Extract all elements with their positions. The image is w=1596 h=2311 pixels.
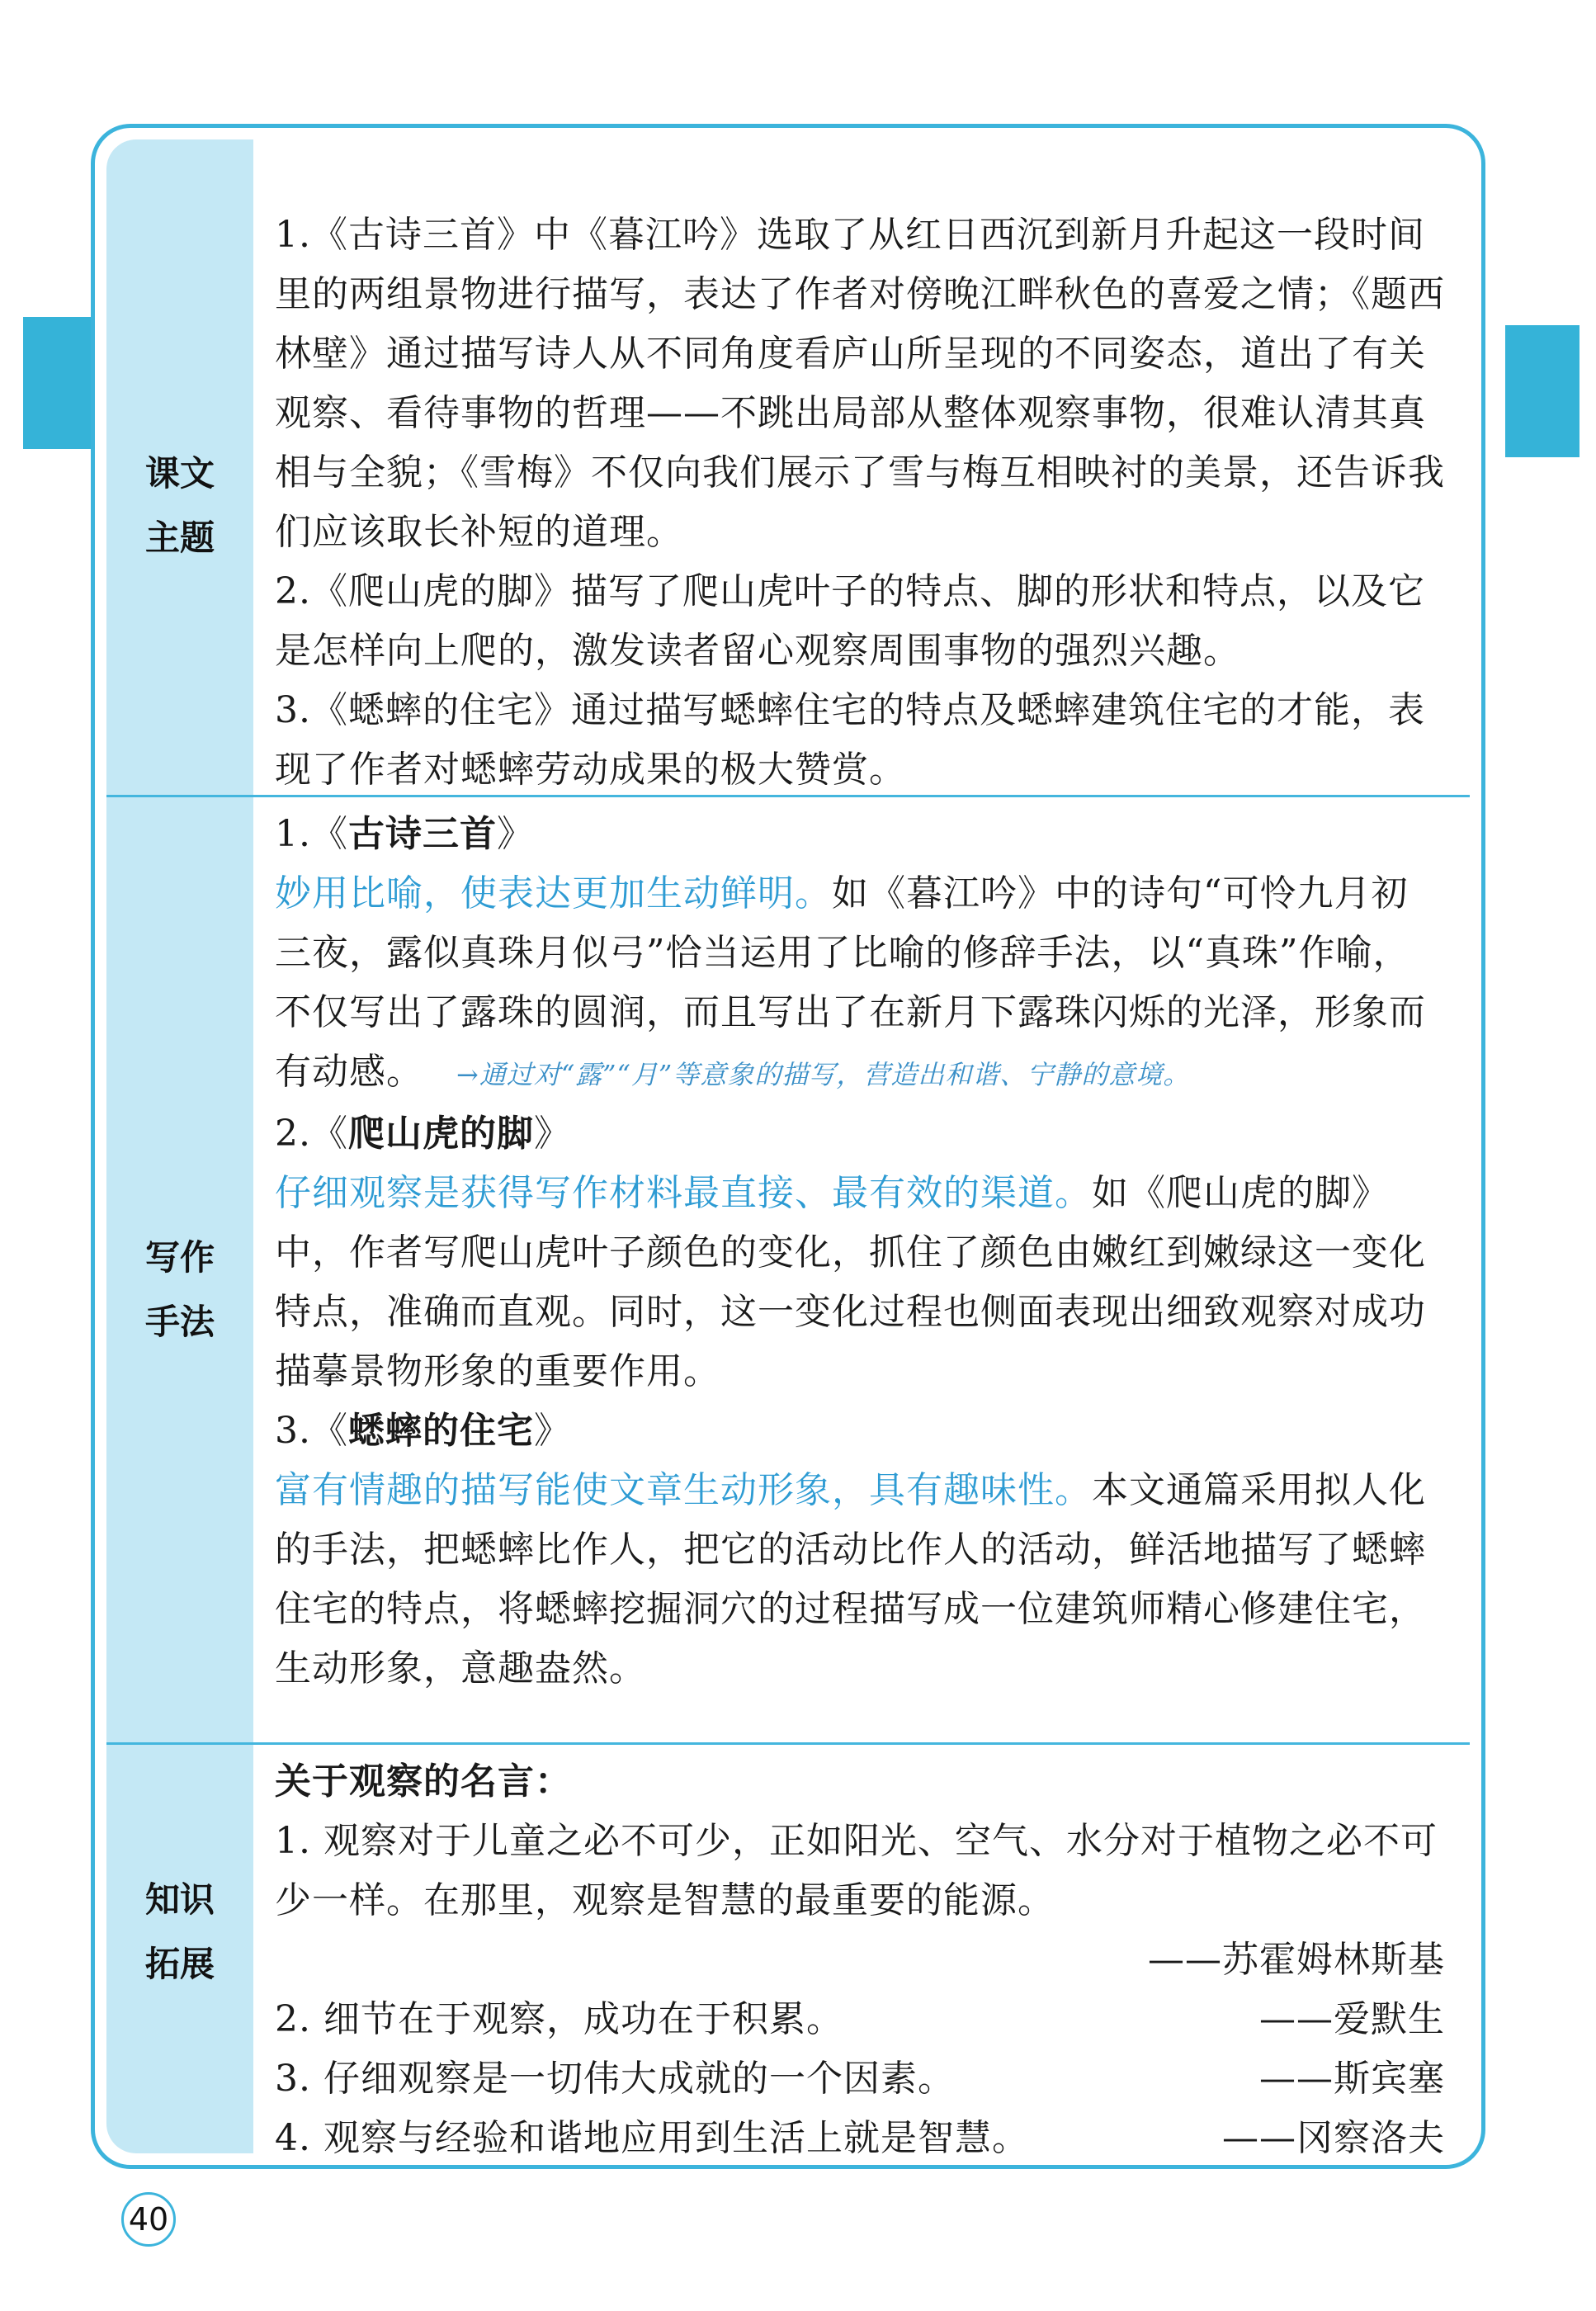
technique-content <box>275 805 1445 1699</box>
technique-highlight: 妙用比喻，使表达更加生动鲜明。 <box>275 872 832 914</box>
extension-heading: 关于观察的名言： <box>275 1760 572 1803</box>
quote-author: ——冈察洛夫 <box>1222 2117 1445 2153</box>
technique-title: 爬山虎的脚 <box>347 1113 534 1155</box>
technique-highlight: 仔细观察是获得写作材料最直接、最有效的渠道。 <box>275 1172 1092 1214</box>
extension-label-line2: 拓展 <box>144 1944 215 1984</box>
technique-number: 1.《 <box>275 813 348 855</box>
theme-label-line1: 课文 <box>144 453 215 494</box>
quote-text: 2. 细节在于观察，成功在于积累。 <box>275 1998 843 2040</box>
technique-body-text: 如《爬山虎的脚》中，作者写爬山虎叶子颜色的变化，抓住了颜色由嫩红到嫩绿这一变化特点，准确而直观。同时，这一变化过程也侧面表现出细致观察对成功描摹景物形象的重要作用。 <box>275 1172 1426 1392</box>
technique-body-text: 本文通篇采用拟人化的手法，把蟋蟀比作人，把它的活动比作人的活动，鲜活地描写了蟋蟀住宅的特点，将蟋蟀挖掘洞穴的过程描写成一位建筑师精心修建住宅，生动形象，意趣盎然。 <box>275 1469 1426 1690</box>
section-divider <box>106 1742 1470 1745</box>
technique-close: 》 <box>533 1410 571 1452</box>
technique-label-line2: 手法 <box>144 1302 215 1342</box>
technique-body-2 <box>275 1164 1445 1401</box>
quote-item <box>275 1990 1445 2049</box>
handwritten-note: →通过对“露”“月”等意象的描写，营造出和谐、宁静的意境。 <box>456 1059 1191 1090</box>
technique-number: 2.《 <box>275 1113 348 1155</box>
quote-author: ——斯宾塞 <box>1259 2058 1445 2100</box>
quote-item <box>275 2049 1445 2109</box>
quote-author-line <box>275 1931 1445 1990</box>
theme-item-1: 1.《古诗三首》中《暮江吟》选取了从红日西沉到新月升起这一段时间里的两组景物进行描写，表达了作者对傍晚江畔秋色的喜爱之情；《题西林壁》通过描写诗人从不同角度看庐山所呈现的不同姿态，道出了有关观察、看待事物的哲理——不跳出局部从整体观察事物，很难认清其真相与全貌；《雪梅》不仅向我们展示了雪与梅互相映衬的美景，还告诉我们应该取长补短的道理。 <box>275 214 1445 553</box>
theme-item-3: 3.《蟋蟀的住宅》通过描写蟋蟀住宅的特点及蟋蟀建筑住宅的才能，表现了作者对蟋蟀劳动成果的极大赞赏。 <box>275 689 1425 791</box>
technique-number: 3.《 <box>275 1410 348 1452</box>
quote-item <box>275 2109 1445 2153</box>
frame-inner <box>106 139 1470 2153</box>
theme-item-2: 2.《爬山虎的脚》描写了爬山虎叶子的特点、脚的形状和特点，以及它是怎样向上爬的，激发读者留心观察周围事物的强烈兴趣。 <box>275 570 1425 672</box>
technique-label-line1: 写作 <box>144 1237 215 1278</box>
right-edge-tab <box>1505 325 1579 457</box>
quote-text: 4. 观察与经验和谐地应用到生活上就是智慧。 <box>275 2117 1029 2153</box>
quote-text: 3. 仔细观察是一切伟大成就的一个因素。 <box>275 2058 955 2100</box>
technique-title: 古诗三首 <box>347 813 497 855</box>
theme-content <box>275 206 1445 800</box>
technique-body-text: 如《暮江吟》中的诗句“可怜九月初三夜，露似真珠月似弓”恰当运用了比喻的修辞手法，以“真珠”作喻，不仅写出了露珠的圆润，而且写出了在新月下露珠闪烁的光泽，形象而有动感。 <box>275 872 1426 1093</box>
quote-item <box>275 1812 1445 1931</box>
technique-heading-2 <box>275 1104 1445 1164</box>
content-frame <box>91 124 1485 2169</box>
extension-label <box>106 1868 253 1997</box>
quote-text: 1. 观察对于儿童之必不可少，正如阳光、空气、水分对于植物之必不可少一样。在那里，观察是智慧的最重要的能源。 <box>275 1820 1438 1921</box>
technique-close: 》 <box>496 813 534 855</box>
technique-highlight: 富有情趣的描写能使文章生动形象，具有趣味性。 <box>275 1469 1092 1511</box>
technique-close: 》 <box>533 1113 571 1155</box>
technique-heading-1 <box>275 805 1445 864</box>
quote-author: ——爱默生 <box>1259 1998 1445 2040</box>
technique-heading-3 <box>275 1401 1445 1461</box>
technique-body-1 <box>275 864 1445 1104</box>
technique-label <box>106 1226 253 1354</box>
technique-body-3 <box>275 1461 1445 1699</box>
theme-label-line2: 主题 <box>144 517 215 558</box>
left-edge-tab <box>23 317 94 449</box>
quote-author: ——苏霍姆林斯基 <box>1148 1939 1445 1981</box>
technique-title: 蟋蟀的住宅 <box>347 1410 534 1452</box>
theme-label <box>106 442 253 570</box>
extension-content <box>275 1752 1445 2153</box>
extension-label-line1: 知识 <box>144 1879 215 1920</box>
page-number: 40 <box>121 2192 176 2247</box>
